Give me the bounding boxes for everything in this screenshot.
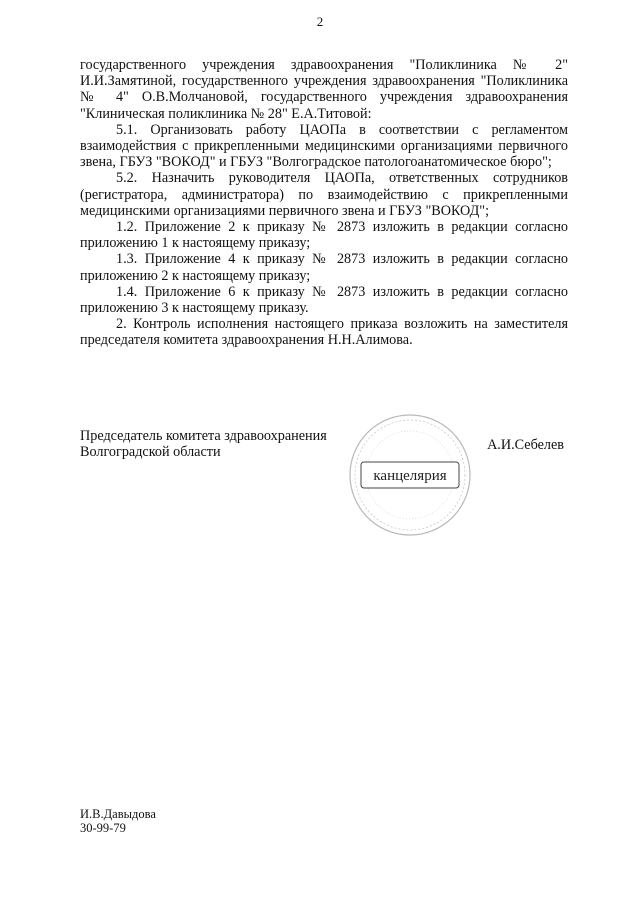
signatory-title-line2: Волгоградской области (80, 444, 221, 461)
paragraph-1-2: 1.2. Приложение 2 к приказу № 2873 изложить в редакции согласно приложению 1 к настоящему приказу; (80, 219, 568, 252)
executor-name: И.В.Давыдова (80, 807, 156, 821)
page-number: 2 (316, 14, 324, 29)
stamp-text: канцелярия (373, 468, 447, 484)
document-body (80, 57, 568, 349)
signatory-title-line1: Председатель комитета здравоохранения (80, 428, 327, 444)
office-stamp (345, 410, 475, 540)
signatory-title (80, 428, 327, 460)
paragraph-2: 2. Контроль исполнения настоящего приказа возложить на заместителя председателя комитета здравоохранения Н.Н.Алимова. (80, 316, 568, 349)
paragraph-1-3: 1.3. Приложение 4 к приказу № 2873 изложить в редакции согласно приложению 2 к настоящему приказу; (80, 251, 568, 284)
paragraph-intro: государственного учреждения здравоохранения "Поликлиника № 2" И.И.Замятиной, государственного учреждения здравоохранения "Поликлиника № 4" О.В.Молчановой, государственного учреждения здравоохранения "Клиническая поликлиника № 28" Е.А.Титовой: (80, 57, 568, 122)
paragraph-5-1: 5.1. Организовать работу ЦАОПа в соответствии с регламентом взаимодействия с прикрепленными медицинскими организациями первичного звена, ГБУЗ "ВОКОД" и ГБУЗ "Волгоградское патологоанатомическое бюро"; (80, 121, 568, 171)
signature-block (80, 428, 568, 538)
executor-phone: 30-99-79 (80, 821, 126, 835)
paragraph-1-4: 1.4. Приложение 6 к приказу № 2873 изложить в редакции согласно приложению 3 к настоящему приказу. (80, 283, 568, 317)
paragraph-5-2: 5.2. Назначить руководителя ЦАОПа, ответственных сотрудников (регистратора, администратора) по взаимодействию с прикрепленными медицинскими организациями первичного звена и ГБУЗ "ВОКОД"; (80, 170, 568, 219)
signatory-name: А.И.Себелев (487, 437, 564, 453)
executor-footer (80, 807, 156, 835)
